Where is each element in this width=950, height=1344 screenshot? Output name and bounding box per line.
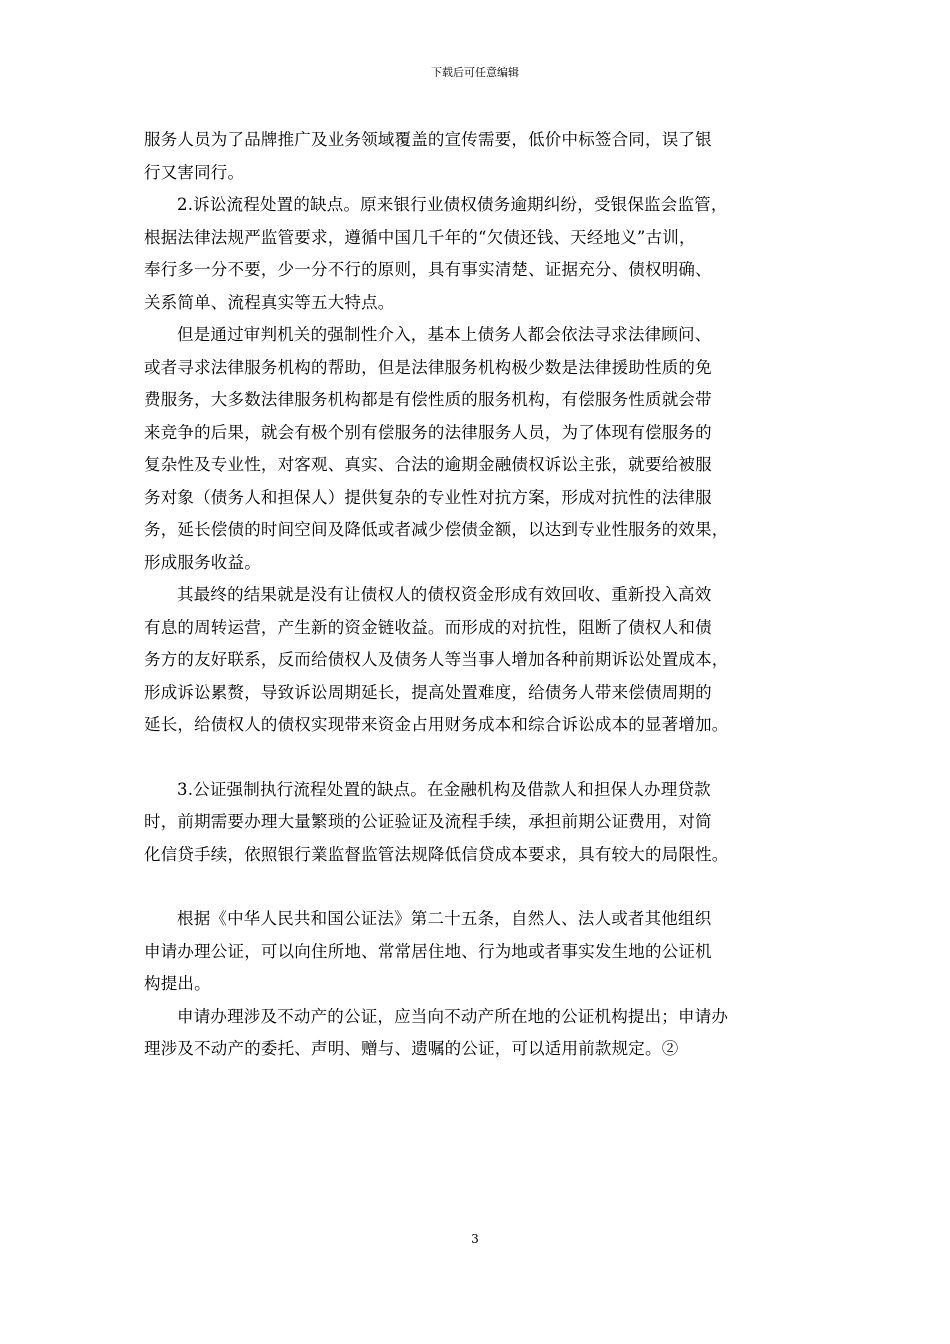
paragraph-5 xyxy=(144,774,822,872)
text-line: 2.诉讼流程处置的缺点。原来银行业债权债务逾期纠纷，受银保监会监管， xyxy=(177,195,728,214)
paragraph-1 xyxy=(144,124,822,189)
text-line: 化信贷手续，依照银行業监督监管法规降低信贷成本要求，具有较大的局限性。 xyxy=(144,844,729,864)
text-line: 服务人员为了品牌推广及业务领域覆盖的宣传需要，低价中标签合同，误了银 xyxy=(144,130,712,149)
text-line: 或者寻求法律服务机构的帮助，但是法律服务机构极少数是法律援助性质的免 xyxy=(144,357,712,377)
text-line: 奉行多一分不要，少一分不行的原则，具有事实清楚、证据充分、债权明确、 xyxy=(144,260,712,279)
text-line: 3.公证强制执行流程处置的缺点。在金融机构及借款人和担保人办理贷款 xyxy=(177,779,711,799)
paragraph-spacer xyxy=(144,742,822,774)
text-line: 形成服务收益。 xyxy=(144,552,261,572)
text-line: 务方的友好联系，反而给债权人及债务人等当事人增加各种前期诉讼处置成本， xyxy=(144,650,729,669)
text-line: 根据法律法规严监管要求，遵循中国几千年的“欠债还钱、天经地义”古训， xyxy=(144,227,696,247)
text-line: 有息的周转运营，产生新的资金链收益。而形成的对抗性，阻断了债权人和债 xyxy=(144,617,712,637)
paragraph-6 xyxy=(144,903,822,1001)
page-header: 下载后可任意编辑 xyxy=(431,66,519,79)
paragraph-7 xyxy=(144,1001,822,1066)
text-line: 但是通过审判机关的强制性介入，基本上债务人都会依法寻求法律顾问、 xyxy=(177,325,712,344)
text-line: 时，前期需要办理大量繁琐的公证验证及流程手续，承担前期公证费用，对简 xyxy=(144,812,712,831)
text-line: 务，延长偿债的时间空间及降低或者减少偿债金额，以达到专业性服务的效果， xyxy=(144,520,729,539)
paragraph-spacer xyxy=(144,871,822,903)
page-number: 3 xyxy=(471,1232,479,1246)
text-line: 理涉及不动产的委托、声明、赠与、遗嘱的公证，可以适用前款规定。② xyxy=(144,1039,679,1058)
text-line: 根据《中华人民共和国公证法》第二十五条，自然人、法人或者其他组织 xyxy=(177,909,712,928)
text-line: 其最终的结果就是没有让债权人的债权资金形成有效回收、重新投入高效 xyxy=(177,585,712,604)
paragraph-2 xyxy=(144,189,822,319)
text-line: 行又害同行。 xyxy=(144,162,245,182)
document-body xyxy=(144,124,822,1066)
text-line: 形成诉讼累赘，导致诉讼周期延长，提高处置难度，给债务人带来偿债周期的 xyxy=(144,682,712,702)
text-line: 费服务，大多数法律服务机构都是有偿性质的服务机构，有偿服务性质就会带 xyxy=(144,390,712,409)
paragraph-4 xyxy=(144,579,822,742)
text-line: 务对象（债务人和担保人）提供复杂的专业性对抗方案，形成对抗性的法律服 xyxy=(144,487,712,507)
text-line: 构提出。 xyxy=(144,974,211,993)
text-line: 申请办理涉及不动产的公证，应当向不动产所在地的公证机构提出；申请办 xyxy=(177,1006,729,1026)
text-line: 关系简单、流程真实等五大特点。 xyxy=(144,292,395,312)
text-line: 延长，给债权人的债权实现带来资金占用财务成本和综合诉讼成本的显著增加。 xyxy=(144,715,729,734)
text-line: 申请办理公证，可以向住所地、常常居住地、行为地或者事实发生地的公证机 xyxy=(144,941,712,961)
paragraph-3 xyxy=(144,319,822,579)
text-line: 来竞争的后果，就会有极个别有偿服务的法律服务人员，为了体现有偿服务的 xyxy=(144,422,712,442)
text-line: 复杂性及专业性，对客观、真实、合法的逾期金融债权诉讼主张，就要给被服 xyxy=(144,455,712,474)
